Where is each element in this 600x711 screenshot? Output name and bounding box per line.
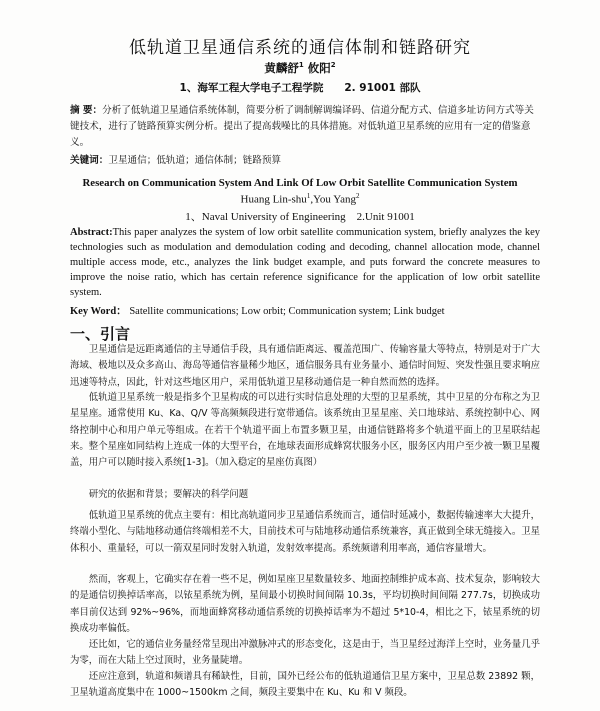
author1-name: 黄麟舒	[264, 61, 299, 75]
author1-sup: 1	[298, 61, 304, 70]
keywords-en	[70, 303, 540, 318]
abstract-label-en: Abstract:	[70, 227, 113, 238]
affiliation-en: 1、Naval University of Engineering 2.Unit 91001	[185, 211, 415, 223]
paragraph-3: 研究的依据和背景；要解决的科学问题	[88, 489, 249, 500]
section-heading-intro: 一、引言	[70, 325, 131, 343]
paragraph-6: 还比如，它的通信业务量经常呈现出冲激脉冲式的形态变化，这是由于，当卫星经过海洋上空时，业务量几乎为零，而在大陆上空过顶时，业务量陡增。	[70, 639, 540, 667]
paragraph-4: 低轨道卫星系统的优点主要有：相比高轨道同步卫星通信系统而言，通信时延减小，数据传输速率大大提升，终端小型化、与陆地移动通信终端相差不大，目前技术可与陆地移动通信系统兼容，真正做到全球无缝接入。卫星体积小、重量轻，可以一箭双星同时发射入轨道，发射效率提高。系统频谱利用率高，通信容量增大。	[70, 510, 540, 554]
keywords-label-cn: 关键词：	[70, 155, 109, 166]
abstract-text-en: This paper analyzes the system of low orbit satellite communication system, briefly analyzes the key technologies such as modulation and demodulation coding and decoding, channel allocation mode, channel multiple access mode, etc., analyzes the link budget example, and puts forward the concrete measures to improve the noise ratio, which has certain reference significance for the application of low orbit satellite system.	[70, 227, 540, 298]
abstract-label-cn: 摘 要：	[70, 105, 103, 116]
keywords-text-en: Satellite communications; Low orbit; Communication system; Link budget	[129, 306, 445, 317]
author1-name-en: Huang Lin-shu	[240, 193, 307, 206]
keywords-label-en: Key Word：	[70, 306, 127, 317]
authors-en	[0, 192, 600, 206]
author2-sup-en: 2	[355, 192, 360, 200]
keywords-cn	[70, 152, 540, 166]
abstract-text-cn: 分析了低轨道卫星通信系统体制，简要分析了调制解调编译码、信道分配方式、信道多址访问方式等关键技术，进行了链路预算实例分析。提出了提高载噪比的具体措施。对低轨道卫星系统的应用有一定的借鉴意义。	[70, 105, 534, 148]
author1-sup-en: 1	[306, 192, 311, 200]
author2-sup: 2	[330, 61, 336, 70]
paper-title-en: Research on Communication System And Link Of Low Orbit Satellite Communication System	[82, 177, 518, 189]
abstract-en	[70, 225, 540, 300]
author2-name-en: ,You Yang	[310, 193, 356, 206]
paragraph-2: 低轨道卫星系统一般是指多个卫星构成的可以进行实时信息处理的大型的卫星系统，其中卫星的分布称之为卫星星座。通常使用 Ku、Ka、Q/V 等高频频段进行宽带通信。该系统由卫星星座、关口地球站、系统控制中心、网络控制中心和用户单元等组成。在若干个轨道平面上布置多颗卫星，由通信链路将多个轨道平面上的卫星联结起来。整个星座如同结构上连成一体的大型平台，在地球表面形成蜂窝状服务小区，服务区内用户至少被一颗卫星覆盖，用户可以随时接入系统[1-3]。（加入稳定的星座仿真图）	[70, 392, 540, 469]
paragraph-7: 还应注意到，轨道和频谱具有稀缺性，目前，国外已经公布的低轨道通信卫星方案中，卫星总数 23892 颗，卫星轨道高度集中在 1000~1500km 之间，频段主要集中在 Ku、Ku 和 V 频段。	[70, 671, 540, 699]
paragraph-1: 卫星通信是远距离通信的主导通信手段，具有通信距离远、覆盖范围广、传输容量大等特点，特别是对于广大海域、极地以及众多高山、海岛等通信容量稀少地区，通信服务具有业务量小、通信时间短、突发性强且要求响应迅速等特点，因此，针对这些地区用户，采用低轨道卫星移动通信是一种自然而然的选择。	[70, 344, 540, 388]
affiliation-cn: 1、海军工程大学电子工程学院 2. 91001 部队	[179, 82, 421, 94]
paragraph-5: 然而，客观上，它确实存在着一些不足，例如星座卫星数量较多、地面控制维护成本高、技术复杂，影响较大的是通信切换掉话率高，以铱星系统为例，星间最小切换时间间隔 10.3s，平均切换时间间隔 277.7s，切换成功率目前仅达到 92%~96%，而地面蜂窝移动通信系统的切换掉话率为不超过 5*10-4，相比之下，铱星系统的切换成功率偏低。	[70, 574, 540, 634]
authors-cn	[0, 60, 600, 76]
paper-title-cn: 低轨道卫星通信系统的通信体制和链路研究	[129, 38, 471, 58]
abstract-cn	[70, 103, 540, 151]
keywords-text-cn: 卫星通信；低轨道；通信体制；链路预算	[108, 155, 282, 166]
author2-name: 攸阳	[307, 61, 331, 75]
